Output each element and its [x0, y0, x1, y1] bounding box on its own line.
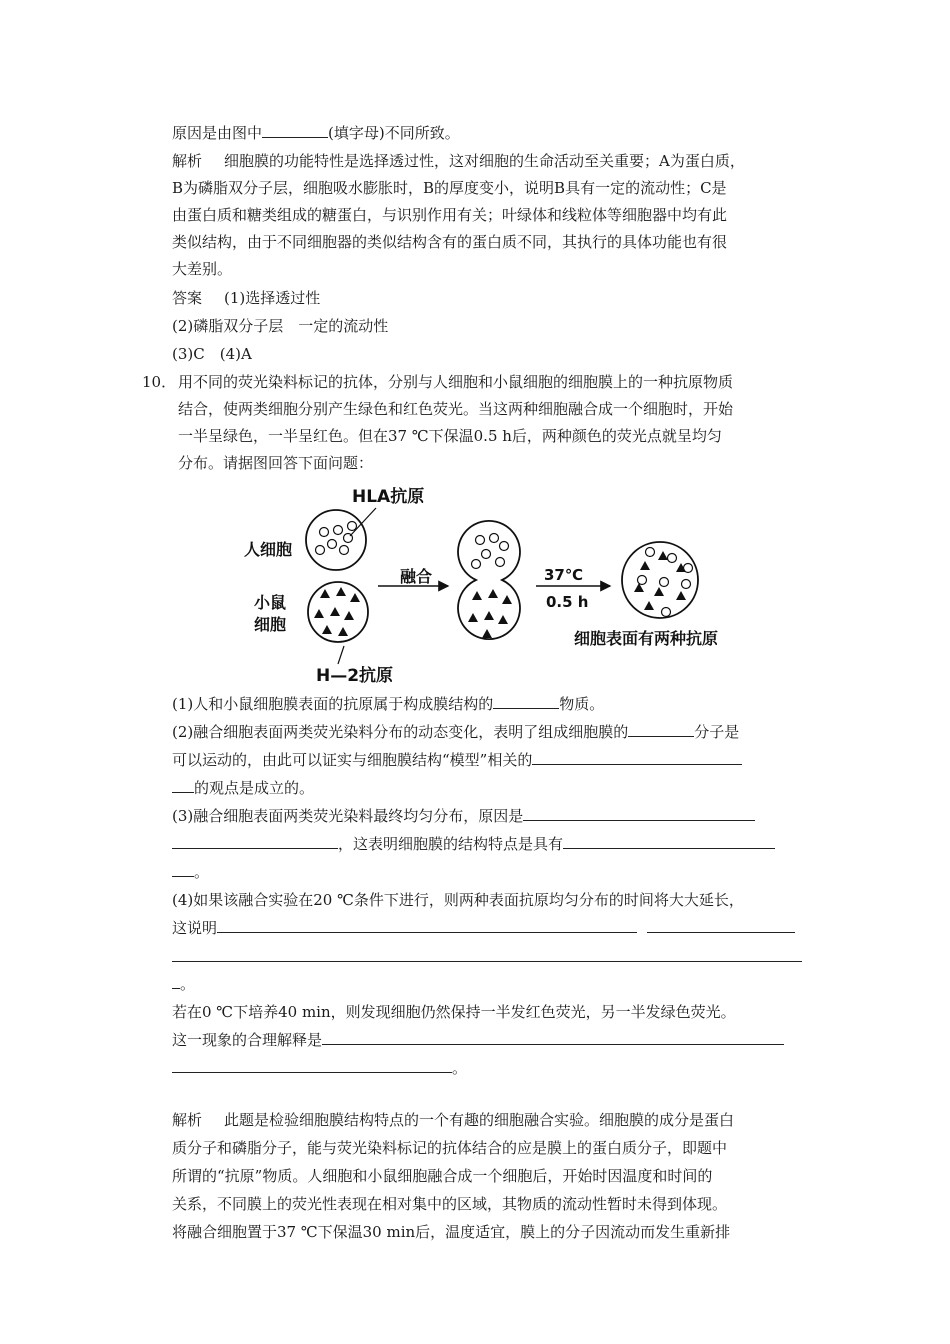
- answer-line: (3)C (4)A: [172, 345, 252, 363]
- h2-pointer-line: [338, 646, 344, 664]
- sub-question-5: 这一现象的合理解释是: [172, 1029, 784, 1051]
- hla-label: HLA抗原: [352, 487, 425, 507]
- result-mixed-antigens: [634, 548, 693, 617]
- blank-line: [322, 1029, 784, 1045]
- temperature-label: 37℃: [544, 566, 584, 584]
- mouse-cell: [308, 582, 368, 642]
- sub-question-5: 。: [172, 1057, 467, 1079]
- blank-line: [647, 917, 795, 933]
- blank-line: [532, 749, 742, 765]
- sub-question-5: 若在0 ℃下培养40 min，则发现细胞仍然保持一半发红色荧光，另一半发绿色荧光。: [172, 1003, 736, 1021]
- sub-question-4: 。: [172, 973, 195, 995]
- blank-line: [493, 693, 559, 709]
- sub-question-4: (4)如果该融合实验在20 ℃条件下进行，则两种表面抗原均匀分布的时间将大大延长，: [172, 891, 744, 909]
- question-stem: 分布。请据图回答下面问题：: [178, 454, 374, 472]
- hla-antigen-group: [316, 522, 357, 555]
- sub-question-2: (2)融合细胞表面两类荧光染料分布的动态变化，表明了组成细胞膜的 分子是: [172, 723, 740, 741]
- analysis-label: 解析: [172, 152, 203, 170]
- answer-label: 答案: [172, 289, 203, 307]
- blank-line: [172, 1057, 452, 1073]
- sub-question-3: (3)融合细胞表面两类荧光染料最终均匀分布，原因是: [172, 805, 755, 827]
- question-stem: 一半呈绿色，一半呈红色。但在37 ℃下保温0.5 h后，两种颜色的荧光点就呈均匀: [178, 427, 722, 445]
- blank-line: [172, 861, 194, 877]
- question-number: 10．: [142, 373, 177, 391]
- answer-rule: [172, 961, 802, 962]
- fusion-label: 融合: [400, 567, 433, 586]
- blank-line: [172, 777, 194, 793]
- sub-question-4: 这说明: [172, 917, 795, 939]
- blank-line: [523, 805, 755, 821]
- blank-line: [628, 721, 694, 737]
- cell-fusion-figure: [240, 476, 760, 686]
- h2-antigen-group: [314, 587, 360, 636]
- mouse-cell-label: 小鼠: [254, 593, 287, 612]
- question-stem: 用不同的荧光染料标记的抗体，分别与人细胞和小鼠细胞的细胞膜上的一种抗原物质: [178, 373, 734, 391]
- human-cell: [306, 510, 366, 570]
- answer-line: 答案 (1)选择透过性: [172, 289, 321, 307]
- blank-line: [172, 833, 338, 849]
- blank-line: [172, 973, 180, 989]
- sub-question-3: ，这表明细胞膜的结构特点是具有: [172, 833, 775, 855]
- analysis-label: 解析: [172, 1111, 203, 1129]
- time-label: 0.5 h: [546, 593, 589, 611]
- sub-question-3: 。: [172, 861, 209, 883]
- mouse-cell-label: 细胞: [254, 615, 287, 634]
- sub-question-2: 的观点是成立的。: [172, 777, 314, 799]
- blank-line: [262, 122, 328, 138]
- human-cell-label: 人细胞: [244, 540, 293, 559]
- analysis-line: 由蛋白质和糖类组成的糖蛋白，与识别作用有关；叶绿体和线粒体等细胞器中均有此: [172, 206, 728, 224]
- result-label: 细胞表面有两种抗原: [574, 629, 719, 648]
- analysis-line: 类似结构，由于不同细胞器的类似结构含有的蛋白质不同，其执行的具体功能也有很: [172, 233, 728, 251]
- question-stem: 结合，使两类细胞分别产生绿色和红色荧光。当这两种细胞融合成一个细胞时，开始: [178, 400, 734, 418]
- analysis-line: 大差别。: [172, 260, 233, 278]
- prev-question-tail: 原因是由图中 (填字母)不同所致。: [172, 124, 460, 142]
- answer-line: (2)磷脂双分子层 一定的流动性: [172, 317, 389, 335]
- fused-h2-group: [468, 589, 512, 638]
- blank-line: [217, 917, 637, 933]
- fused-hla-group: [472, 534, 509, 569]
- analysis-line: B为磷脂双分子层，细胞吸水膨胀时，B的厚度变小，说明B具有一定的流动性；C是: [172, 179, 727, 197]
- analysis-line: 解析 细胞膜的功能特性是选择透过性，这对细胞的生命活动至关重要；A为蛋白质，: [172, 152, 745, 170]
- sub-question-1: (1)人和小鼠细胞膜表面的抗原属于构成膜结构的 物质。: [172, 695, 605, 713]
- sub-question-2: 可以运动的，由此可以证实与细胞膜结构“模型”相关的: [172, 749, 742, 771]
- analysis-line: 解析 此题是检验细胞膜结构特点的一个有趣的细胞融合实验。细胞膜的成分是蛋白: [172, 1111, 735, 1129]
- analysis-line: 将融合细胞置于37 ℃下保温30 min后，温度适宜，膜上的分子因流动而发生重新排: [172, 1223, 731, 1241]
- analysis-line: 关系，不同膜上的荧光性表现在相对集中的区域，其物质的流动性暂时未得到体现。: [172, 1195, 728, 1213]
- analysis-line: 质分子和磷脂分子，能与荧光染料标记的抗体结合的应是膜上的蛋白质分子，即题中: [172, 1139, 728, 1157]
- h2-label: H—2抗原: [316, 666, 394, 686]
- analysis-line: 所谓的“抗原”物质。人细胞和小鼠细胞融合成一个细胞后，开始时因温度和时间的: [172, 1167, 713, 1185]
- blank-line: [563, 833, 775, 849]
